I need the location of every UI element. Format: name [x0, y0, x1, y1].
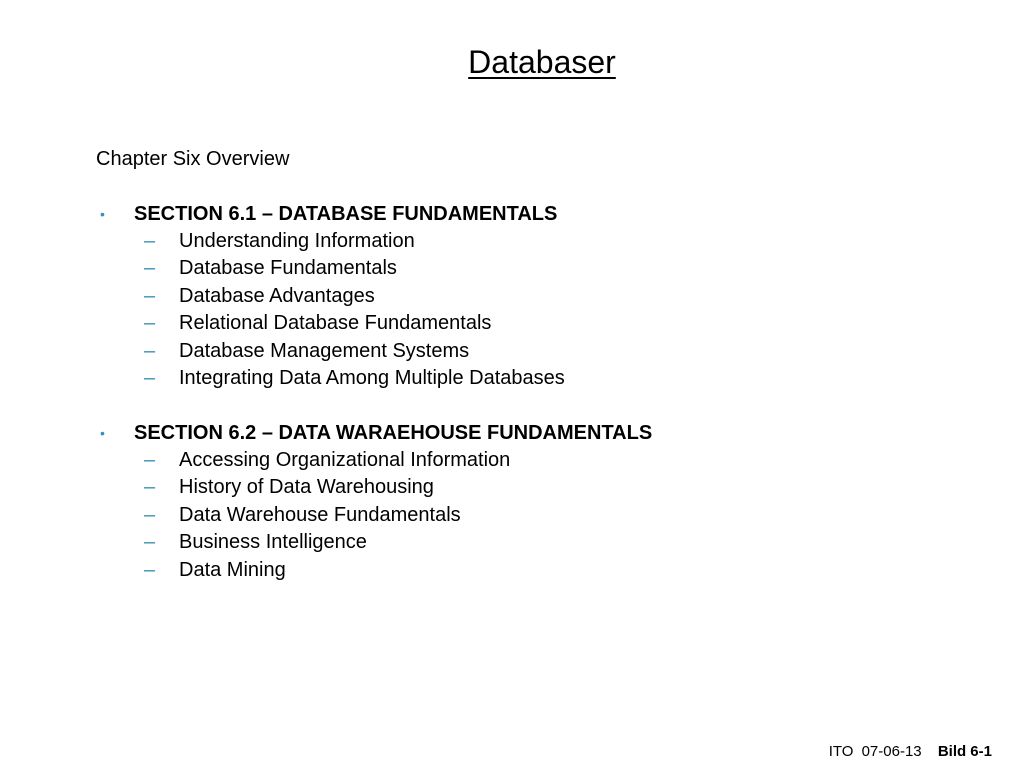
topic-list	[96, 228, 896, 392]
topic-label: Data Warehouse Fundamentals	[179, 503, 461, 526]
dash-icon: –	[144, 503, 156, 526]
section-title: SECTION 6.2 – DATA WARAEHOUSE FUNDAMENTALS	[134, 422, 653, 444]
list-item	[96, 228, 896, 255]
slide-title: Databaser	[468, 44, 616, 80]
section-block-6-2	[96, 420, 896, 584]
list-item	[96, 310, 896, 337]
list-item	[96, 474, 896, 501]
list-item	[96, 365, 896, 392]
dash-icon: –	[144, 449, 156, 471]
list-item	[96, 283, 896, 310]
dash-icon: –	[144, 257, 156, 280]
dash-icon: –	[144, 339, 156, 362]
section-title: SECTION 6.1 – DATABASE FUNDAMENTALS	[134, 203, 558, 225]
topic-list	[96, 447, 896, 584]
list-item	[96, 502, 896, 529]
topic-label: Accessing Organizational Information	[179, 449, 511, 471]
list-item	[96, 529, 896, 556]
dash-icon: –	[144, 366, 156, 389]
section-heading	[96, 201, 896, 228]
footer-date: 07-06-13	[861, 743, 922, 760]
slide-number: Bild 6-1	[937, 743, 992, 760]
topic-label: Relational Database Fundamentals	[179, 312, 492, 335]
topic-label: Database Advantages	[179, 284, 375, 307]
topic-label: Data Mining	[179, 558, 286, 581]
chapter-overview: Chapter Six Overview	[96, 148, 290, 170]
topic-label: Integrating Data Among Multiple Databases	[179, 366, 565, 389]
dash-icon: –	[144, 558, 156, 581]
footer-course: ITO	[828, 743, 854, 760]
topic-label: History of Data Warehousing	[179, 476, 434, 499]
dash-icon: –	[144, 531, 156, 554]
dash-icon: –	[144, 476, 156, 499]
list-item	[96, 557, 896, 584]
topic-label: Understanding Information	[179, 230, 415, 252]
bullet-icon: •	[100, 206, 105, 222]
slide-footer	[829, 742, 992, 762]
section-heading	[96, 420, 896, 447]
section-block-6-1	[96, 201, 896, 392]
dash-icon: –	[144, 284, 156, 307]
topic-label: Database Management Systems	[179, 339, 470, 362]
list-item	[96, 338, 896, 365]
topic-label: Database Fundamentals	[179, 257, 397, 280]
list-item	[96, 255, 896, 282]
bullet-icon: •	[100, 425, 105, 441]
dash-icon: –	[144, 312, 156, 335]
list-item	[96, 447, 896, 474]
topic-label: Business Intelligence	[179, 531, 367, 554]
dash-icon: –	[144, 230, 156, 252]
